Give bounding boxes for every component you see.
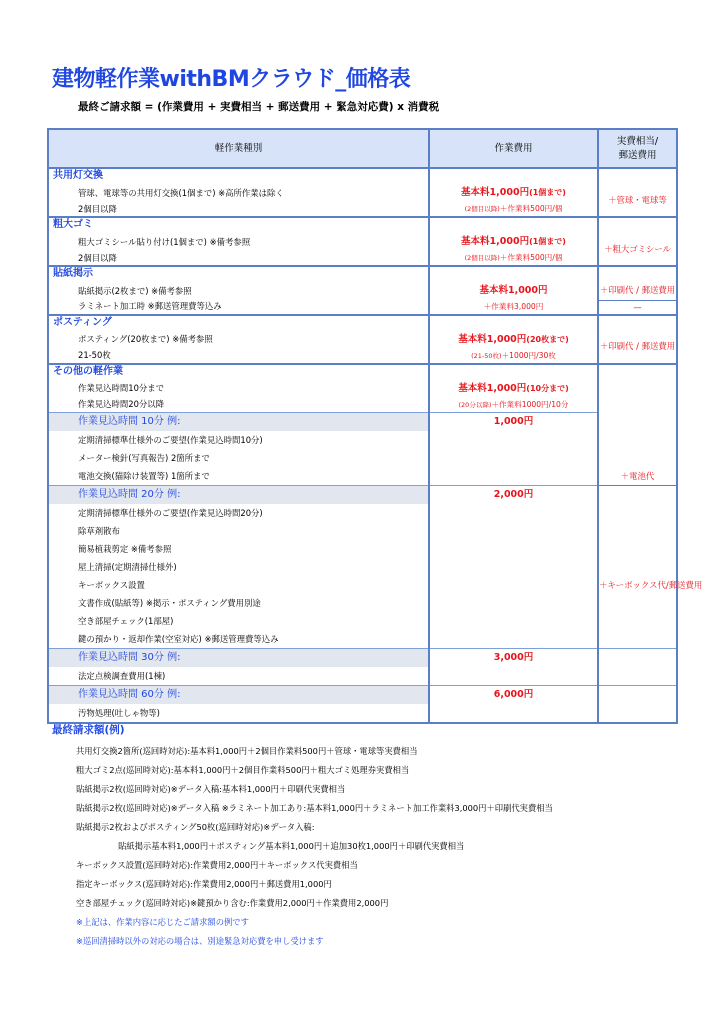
example-60min xyxy=(48,685,677,704)
table-row: 2個目以降 (2個目以降)＋作業料500円/個 xyxy=(48,251,677,266)
header-actual: 実費相当/ 郵送費用 xyxy=(598,129,677,168)
category-name: 貼紙掲示 xyxy=(48,266,429,281)
table-row: 電池交換(猫除け装置等) 1箇所まで ＋電池代 xyxy=(48,467,677,486)
page-title: 建物軽作業withBMクラウド_価格表 xyxy=(52,67,411,92)
table-row: 21-50枚 (21-50枚)＋1000円/30枚 xyxy=(48,349,677,364)
fee-sub: (21-50枚)＋1000円/30枚 xyxy=(429,349,598,364)
table-row: 汚物処理(吐しゃ物等) xyxy=(48,704,677,723)
note-line: 貼紙掲示2枚およびポスティング50枚(巡回時対応)※データ入稿: xyxy=(76,822,315,832)
category-name: 共用灯交換 xyxy=(48,168,429,183)
category-garbage xyxy=(48,217,677,232)
note-line: 共用灯交換2箇所(巡回時対応):基本料1,000円＋2個目作業料500円＋管球・電球等実費相当 xyxy=(76,746,418,756)
fee-main: 基本料1,000円(1個まで) xyxy=(429,232,598,251)
example-fee: 2,000円 xyxy=(429,485,598,504)
category-poster xyxy=(48,266,677,281)
fee-main: 基本料1,000円(10分まで) xyxy=(429,379,598,398)
header-type: 軽作業種別 xyxy=(48,129,429,168)
note-disclaimer: ※上記は、作業内容に応じたご請求額の例です xyxy=(76,917,249,927)
category-name: 粗大ゴミ xyxy=(48,217,429,232)
fee-sub: (2個目以降)＋作業料500円/個 xyxy=(429,251,598,266)
actual-cost: — xyxy=(598,300,677,315)
example-30min xyxy=(48,648,677,667)
example-10min xyxy=(48,412,677,431)
note-line: 貼紙掲示基本料1,000円＋ポスティング基本料1,000円＋追加30枚1,000円＋印刷代実費相当 xyxy=(118,841,465,851)
example-fee: 6,000円 xyxy=(429,685,598,704)
table-row: 貼紙掲示(2枚まで) ※備考参照 基本料1,000円 ＋印刷代 / 郵送費用 xyxy=(48,281,677,300)
fee-main: 基本料1,000円(20枚まで) xyxy=(429,330,598,349)
table-row: 定期清掃標準仕様外のご要望(作業見込時間20分) xyxy=(48,504,677,522)
actual-cost: ＋管球・電球等 xyxy=(598,183,677,217)
category-posting xyxy=(48,315,677,330)
table-row: 粗大ゴミシール貼り付け(1個まで) ※備考参照 基本料1,000円(1個まで) ＋粗大ゴミシール xyxy=(48,232,677,251)
actual-cost: ＋印刷代 / 郵送費用 xyxy=(598,281,677,300)
table-row: ラミネート加工時 ※郵送管理費等込み ＋作業料3,000円 — xyxy=(48,300,677,315)
fee-sub: (2個目以降)＋作業料500円/個 xyxy=(429,202,598,217)
note-line: 空き部屋チェック(巡回時対応)※鍵預かり含む:作業費用2,000円＋作業費用2,000円 xyxy=(76,898,389,908)
table-row: 文書作成(貼紙等) ※掲示・ポスティング費用別途 xyxy=(48,594,677,612)
example-label: 作業見込時間 30分 例: xyxy=(48,648,429,667)
price-formula: 最終ご請求額 = (作業費用 + 実費相当 + 郵送費用 + 緊急対応費) x 消費税 xyxy=(78,101,440,113)
fee-sub: (20分以降)＋作業料1000円/10分 xyxy=(429,398,598,413)
fee-main: 基本料1,000円(1個まで) xyxy=(429,183,598,202)
category-other xyxy=(48,364,677,379)
table-row: 簡易植栽剪定 ※備考参照 xyxy=(48,540,677,558)
actual-cost: ＋キーボックス代/郵送費用 xyxy=(598,576,677,594)
example-20min xyxy=(48,485,677,504)
actual-cost: ＋印刷代 / 郵送費用 xyxy=(598,330,677,364)
note-line: 貼紙掲示2枚(巡回時対応)※データ入稿:基本料1,000円＋印刷代実費相当 xyxy=(76,784,346,794)
note-line: 粗大ゴミ2点(巡回時対応):基本料1,000円＋2個目作業料500円＋粗大ゴミ処理券実費相当 xyxy=(76,765,410,775)
note-line: キーボックス設置(巡回時対応):作業費用2,000円＋キーボックス代実費相当 xyxy=(76,860,358,870)
table-row: 作業見込時間10分まで 基本料1,000円(10分まで) xyxy=(48,379,677,398)
table-row: 除草剤散布 xyxy=(48,522,677,540)
fee-sub: ＋作業料3,000円 xyxy=(429,300,598,315)
example-label: 作業見込時間 60分 例: xyxy=(48,685,429,704)
table-row: ポスティング(20枚まで) ※備考参照 基本料1,000円(20枚まで) ＋印刷代 / 郵送費用 xyxy=(48,330,677,349)
fee-main: 基本料1,000円 xyxy=(429,281,598,300)
example-label: 作業見込時間 20分 例: xyxy=(48,485,429,504)
table-header xyxy=(48,129,677,168)
table-row: メーター検針(写真報告) 2箇所まで xyxy=(48,449,677,467)
table-row: 管球、電球等の共用灯交換(1個まで) ※高所作業は除く 基本料1,000円(1個まで) ＋管球・電球等 xyxy=(48,183,677,202)
note-line: 貼紙掲示2枚(巡回時対応)※データ入稿 ※ラミネート加工あり:基本料1,000円＋ラミネート加工作業料3,000円＋印刷代実費相当 xyxy=(76,803,553,813)
price-table xyxy=(47,128,703,724)
category-name: その他の軽作業 xyxy=(48,364,429,379)
table-row: 屋上清掃(定期清掃仕様外) xyxy=(48,558,677,576)
category-name: ポスティング xyxy=(48,315,429,330)
note-line: 指定キーボックス(巡回時対応):作業費用2,000円＋郵送費用1,000円 xyxy=(76,879,332,889)
header-fee: 作業費用 xyxy=(429,129,598,168)
table-row: 定期清掃標準仕様外のご要望(作業見込時間10分) xyxy=(48,431,677,449)
category-lighting xyxy=(48,168,677,183)
billing-examples xyxy=(52,722,692,951)
table-row: 空き部屋チェック(1部屋) xyxy=(48,612,677,630)
example-label: 作業見込時間 10分 例: xyxy=(48,412,429,431)
actual-cost: ＋電池代 xyxy=(598,467,677,486)
notes-title: 最終請求額(例) xyxy=(52,724,125,736)
table-row: キーボックス設置 ＋キーボックス代/郵送費用 xyxy=(48,576,677,594)
example-fee: 1,000円 xyxy=(429,412,598,431)
example-fee: 3,000円 xyxy=(429,648,598,667)
actual-cost: ＋粗大ゴミシール xyxy=(598,232,677,266)
table-row: 鍵の預かり・返却作業(空室対応) ※郵送管理費等込み xyxy=(48,630,677,649)
table-row: 作業見込時間20分以降 (20分以降)＋作業料1000円/10分 xyxy=(48,398,677,413)
table-row: 法定点検調査費用(1棟) xyxy=(48,667,677,686)
note-disclaimer: ※巡回清掃時以外の対応の場合は、別途緊急対応費を申し受けます xyxy=(76,936,324,946)
table-row: 2個目以降 (2個目以降)＋作業料500円/個 xyxy=(48,202,677,217)
